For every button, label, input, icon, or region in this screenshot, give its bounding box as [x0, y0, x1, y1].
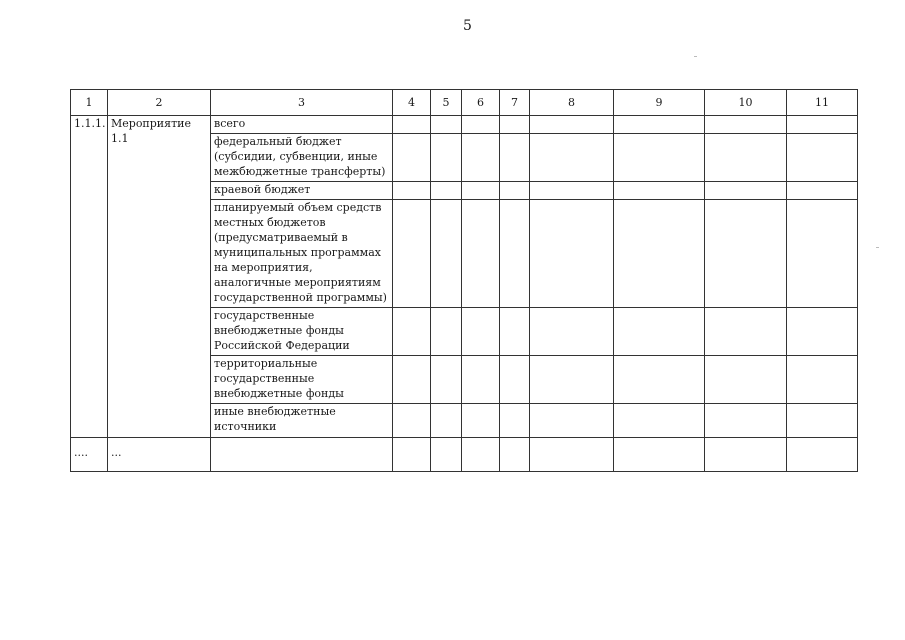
value-cell: [500, 404, 530, 438]
value-cell: [393, 116, 431, 134]
funding-source-regional: краевой бюджет: [211, 182, 393, 200]
value-cell: [614, 182, 705, 200]
value-cell: [462, 356, 500, 404]
value-cell: [614, 356, 705, 404]
value-cell: [500, 200, 530, 308]
continuation-name: ...: [108, 438, 211, 472]
value-cell: [530, 182, 614, 200]
value-cell: [462, 404, 500, 438]
scan-speck: [876, 247, 879, 248]
funding-source-total: всего: [211, 116, 393, 134]
value-cell: [787, 116, 858, 134]
value-cell: [705, 134, 787, 182]
value-cell: [787, 308, 858, 356]
value-cell: [530, 308, 614, 356]
funding-source-other: иные внебюджетные источники: [211, 404, 393, 438]
value-cell: [393, 438, 431, 472]
value-cell: [614, 200, 705, 308]
header-cell-8: 8: [530, 90, 614, 116]
value-cell: [431, 308, 462, 356]
value-cell: [787, 438, 858, 472]
scan-speck: [694, 56, 697, 57]
header-cell-10: 10: [705, 90, 787, 116]
value-cell: [705, 308, 787, 356]
funding-source-territorial-funds: территориальные государственные внебюджетные фонды: [211, 356, 393, 404]
value-cell: [705, 438, 787, 472]
value-cell: [462, 308, 500, 356]
value-cell: [500, 356, 530, 404]
value-cell: [500, 308, 530, 356]
header-cell-1: 1: [71, 90, 108, 116]
event-name: Мероприятие 1.1: [108, 116, 211, 438]
value-cell: [530, 404, 614, 438]
value-cell: [614, 308, 705, 356]
header-cell-9: 9: [614, 90, 705, 116]
value-cell: [393, 356, 431, 404]
funding-source-local: планируемый объем средств местных бюджетов (предусматриваемый в муниципальных программах на мероприятия, аналогичные мероприятиям государственной программы): [211, 200, 393, 308]
value-cell: [705, 356, 787, 404]
value-cell: [614, 438, 705, 472]
value-cell: [787, 404, 858, 438]
value-cell: [462, 200, 500, 308]
header-cell-5: 5: [431, 90, 462, 116]
value-cell: [393, 134, 431, 182]
value-cell: [500, 438, 530, 472]
table-row: [71, 116, 858, 134]
header-cell-2: 2: [108, 90, 211, 116]
value-cell: [431, 116, 462, 134]
funding-source-federal: федеральный бюджет (субсидии, субвенции, иные межбюджетные трансферты): [211, 134, 393, 182]
event-code: 1.1.1.: [71, 116, 108, 438]
value-cell: [462, 438, 500, 472]
value-cell: [530, 116, 614, 134]
table-row: [71, 438, 858, 472]
value-cell: [462, 134, 500, 182]
value-cell: [705, 182, 787, 200]
value-cell: [614, 134, 705, 182]
value-cell: [787, 134, 858, 182]
header-cell-3: 3: [211, 90, 393, 116]
header-cell-7: 7: [500, 90, 530, 116]
value-cell: [787, 356, 858, 404]
value-cell: [393, 308, 431, 356]
header-cell-6: 6: [462, 90, 500, 116]
value-cell: [530, 200, 614, 308]
value-cell: [431, 404, 462, 438]
value-cell: [500, 134, 530, 182]
value-cell: [431, 182, 462, 200]
value-cell: [787, 182, 858, 200]
value-cell: [500, 116, 530, 134]
value-cell: [393, 182, 431, 200]
value-cell: [705, 200, 787, 308]
value-cell: [393, 404, 431, 438]
funding-source-state-funds: государственные внебюджетные фонды Российской Федерации: [211, 308, 393, 356]
value-cell: [530, 134, 614, 182]
value-cell: [530, 356, 614, 404]
value-cell: [462, 182, 500, 200]
value-cell: [614, 404, 705, 438]
continuation-code: ....: [71, 438, 108, 472]
budget-table: [70, 89, 858, 472]
value-cell: [431, 438, 462, 472]
value-cell: [431, 356, 462, 404]
page-number: 5: [463, 18, 472, 34]
header-cell-11: 11: [787, 90, 858, 116]
value-cell: [500, 182, 530, 200]
header-row: [71, 90, 858, 116]
value-cell: [614, 116, 705, 134]
value-cell: [393, 200, 431, 308]
value-cell: [462, 116, 500, 134]
value-cell: [787, 200, 858, 308]
header-cell-4: 4: [393, 90, 431, 116]
value-cell: [530, 438, 614, 472]
value-cell: [705, 116, 787, 134]
value-cell: [705, 404, 787, 438]
value-cell: [211, 438, 393, 472]
value-cell: [431, 200, 462, 308]
value-cell: [431, 134, 462, 182]
